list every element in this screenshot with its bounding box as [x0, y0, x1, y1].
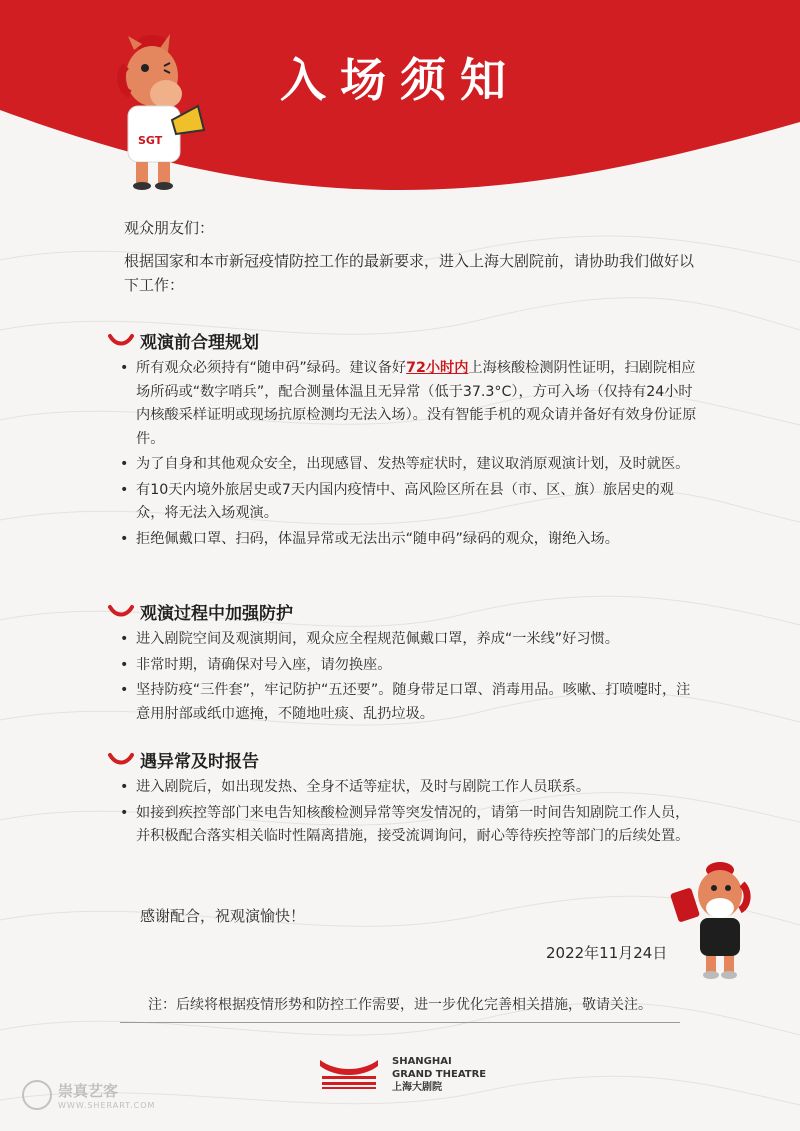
- mascot-badge-text: SGT: [138, 134, 163, 147]
- greeting-text: 观众朋友们：: [124, 219, 215, 237]
- bullet-icon: •: [120, 656, 129, 673]
- section-title: 观演前合理规划: [140, 332, 259, 353]
- list-item: • 所有观众必须持有“随申码”绿码。建议备好72小时内上海核酸检测阴性证明，扫剧院相应场所码或“数字哨兵”，配合测量体温且无异常（低于37.3°C），方可入场（仅持有24小时内核酸采样证明或现场抗原检测均无法入场）。没有智能手机的观众请并备好有效身份证原件。: [108, 357, 698, 451]
- horse-mascot-icon: [112, 30, 212, 190]
- section-during-performance: [108, 598, 698, 728]
- horse-mascot-icon: [668, 858, 758, 983]
- bullet-icon: •: [120, 804, 129, 821]
- section-title: 观演过程中加强防护: [140, 603, 293, 624]
- page-title: 入场须知: [280, 53, 520, 107]
- list-item: • 拒绝佩戴口罩、扫码，体温异常或无法出示“随申码”绿码的观众，谢绝入场。: [108, 528, 698, 552]
- section-mark-icon: [108, 751, 134, 767]
- date-text: 2022年11月24日: [546, 944, 668, 962]
- section-pre-performance: [108, 327, 698, 553]
- bullet-icon: •: [120, 481, 129, 498]
- bullet-icon: •: [120, 360, 129, 376]
- list-item: • 有10天内境外旅居史或7天内国内疫情中、高风险区所在县（市、区、旗）旅居史的观众，将无法入场观演。: [108, 479, 698, 526]
- bullet-icon: •: [120, 631, 129, 647]
- bullet-icon: •: [120, 530, 129, 547]
- section-mark-icon: [108, 332, 134, 348]
- list-item: • 坚持防疫“三件套”，牢记防护“五还要”。随身带足口罩、消毒用品。咳嗽、打喷嚏时，注意用肘部或纸巾遮掩，不随地吐痰、乱扔垃圾。: [108, 679, 698, 726]
- list-item: • 进入剧院后，如出现发热、全身不适等症状，及时与剧院工作人员联系。: [108, 776, 698, 800]
- section-mark-icon: [108, 603, 134, 619]
- bullet-icon: •: [120, 682, 129, 698]
- footnote: 注：后续将根据疫情形势和防控工作需要，进一步优化完善相关措施，敬请关注。: [120, 994, 680, 1023]
- list-item: • 如接到疾控等部门来电告知核酸检测异常等突发情况的，请第一时间告知剧院工作人员，并积极配合落实相关临时性隔离措施，接受流调询问，耐心等待疾控等部门的后续处置。: [108, 802, 698, 849]
- section-title: 遇异常及时报告: [140, 751, 259, 772]
- thanks-text: 感谢配合，祝观演愉快！: [140, 907, 306, 925]
- list-item: • 为了自身和其他观众安全，出现感冒、发热等症状时，建议取消原观演计划，及时就医。: [108, 453, 698, 477]
- footer-brand: SHANGHAI GRAND THEATRE 上海大剧院: [392, 1056, 487, 1093]
- watermark-logo-icon: [22, 1080, 52, 1110]
- bullet-icon: •: [120, 779, 129, 795]
- highlight-72h: 72小时内: [406, 360, 469, 376]
- list-item: • 非常时期，请确保对号入座，请勿换座。: [108, 654, 698, 678]
- section-report-anomaly: [108, 746, 698, 851]
- watermark: 崇真艺客 WWW.SHERART.COM: [22, 1080, 155, 1110]
- list-item: • 进入剧院空间及观演期间，观众应全程规范佩戴口罩，养成“一米线”好习惯。: [108, 628, 698, 652]
- grand-theatre-logo-icon: [318, 1058, 380, 1090]
- bullet-icon: •: [120, 456, 129, 472]
- intro-paragraph: 根据国家和本市新冠疫情防控工作的最新要求，进入上海大剧院前，请协助我们做好以下工作：: [124, 252, 695, 294]
